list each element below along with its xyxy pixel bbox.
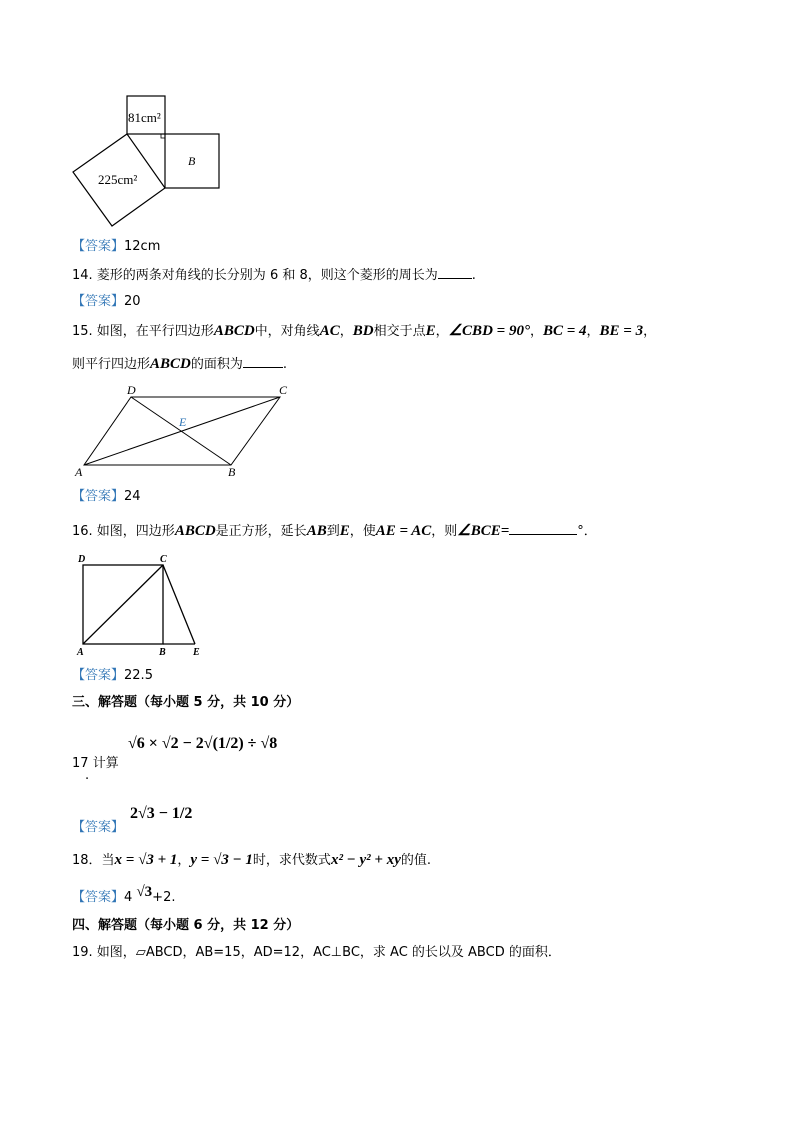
- parallelogram-symbol: ▱: [135, 945, 146, 960]
- answer-18: 【答案】4 √3+2.: [72, 884, 176, 905]
- section-3-heading: 三、解答题（每小题 5 分，共 10 分）: [72, 695, 300, 710]
- question-15-line2: 则平行四边形ABCD的面积为 .: [72, 356, 288, 372]
- answer-15: 【答案】24: [72, 489, 141, 504]
- figure-parallelogram: [84, 397, 280, 465]
- question-17: 17 计算: [72, 756, 119, 771]
- answer-14: 【答案】20: [72, 294, 141, 309]
- label-81: 81cm²: [128, 110, 161, 125]
- point-d: D: [127, 383, 136, 397]
- question-14: 14. 菱形的两条对角线的长分别为 6 和 8，则这个菱形的周长为 .: [72, 268, 476, 283]
- answer-17-expression: 2√3 − 1/2: [130, 805, 193, 822]
- point-c: C: [160, 554, 167, 565]
- question-16: 16. 如图，四边形ABCD是正方形，延长AB到E，使AE = AC，则∠BCE= °．: [72, 523, 597, 539]
- point-c: C: [279, 383, 288, 397]
- question-15: 15. 如图，在平行四边形ABCD中，对角线AC，BD相交于点E，∠CBD = 90°，BC = 4，BE = 3，: [72, 323, 657, 339]
- point-b: B: [228, 465, 236, 479]
- point-a: A: [75, 465, 83, 479]
- label-225: 225cm²: [98, 172, 138, 187]
- point-e: E: [193, 647, 200, 658]
- answer-17: 【答案】: [72, 820, 125, 835]
- label-b: B: [188, 154, 196, 168]
- question-18: 18．当x = √3 + 1，y = √3 − 1时，求代数式x² − y² + xy的值.: [72, 852, 432, 868]
- question-17-expression: √6 × √2 − 2√(1/2) ÷ √8: [128, 735, 278, 752]
- figure-square: [83, 565, 195, 644]
- answer-label: 【答案】: [72, 239, 125, 254]
- answer-16: 【答案】22.5: [72, 668, 153, 683]
- right-angle-mark: [161, 134, 165, 138]
- question-19: 19. 如图，▱ABCD，AB=15，AD=12，AC⊥BC，求 AC 的长以及 ABCD 的面积．: [72, 945, 561, 960]
- answer-13: [72, 239, 160, 255]
- section-4-heading: 四、解答题（每小题 6 分，共 12 分）: [72, 918, 300, 933]
- point-b: B: [159, 647, 166, 658]
- point-e: E: [179, 415, 187, 429]
- question-17-dot: .: [85, 768, 90, 783]
- point-a: A: [77, 647, 84, 658]
- answer-value: 12cm: [124, 239, 161, 254]
- point-d: D: [78, 554, 86, 565]
